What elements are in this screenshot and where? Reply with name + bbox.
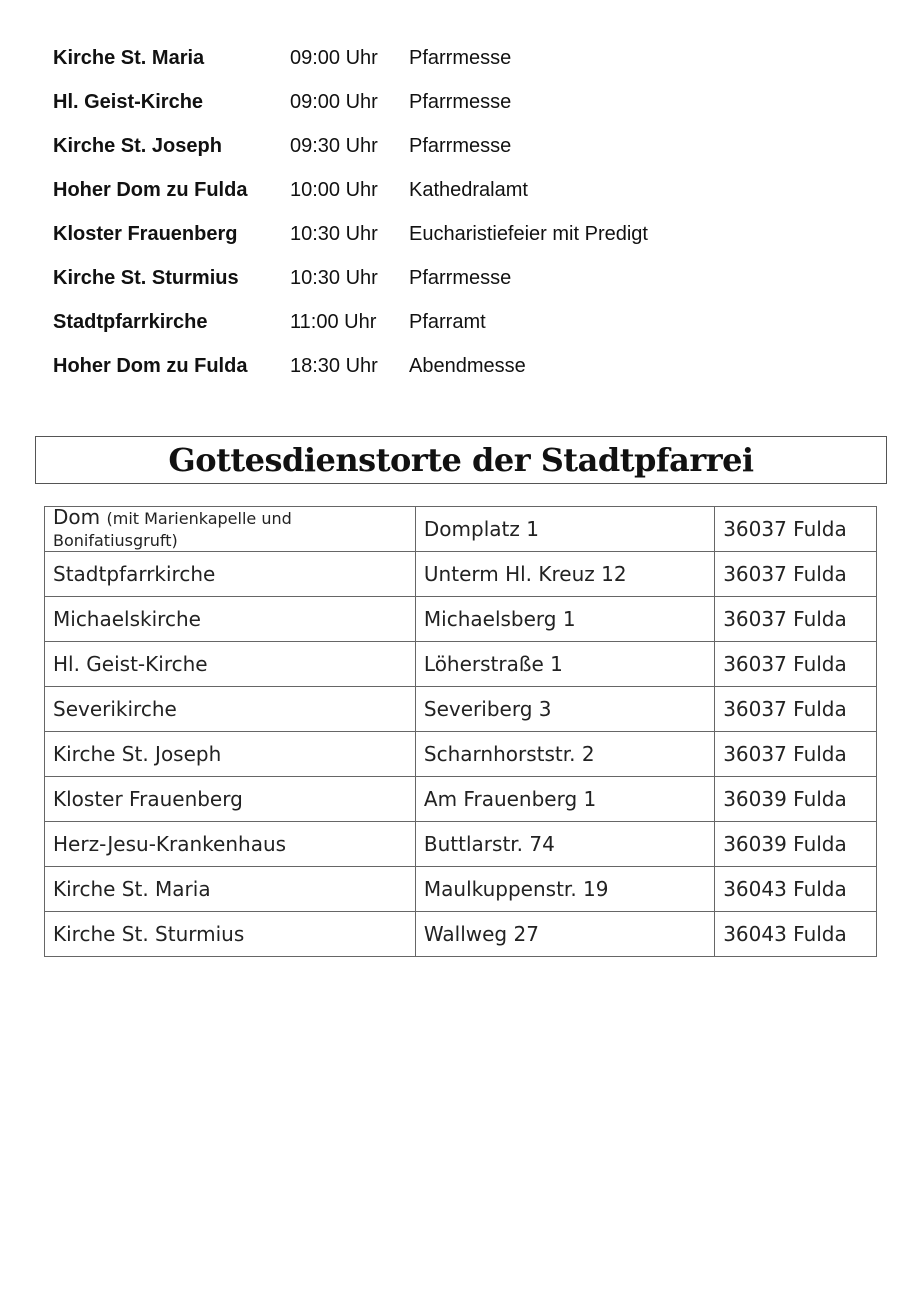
place-city: 36039 Fulda [715, 822, 877, 867]
place-city: 36037 Fulda [715, 687, 877, 732]
table-row [45, 732, 877, 777]
table-row [45, 822, 877, 867]
table-row [45, 507, 877, 552]
schedule-time: 09:00 Uhr [290, 90, 378, 113]
place-address: Severiberg 3 [415, 687, 714, 732]
schedule-church: Kirche St. Joseph [53, 134, 222, 157]
schedule-time: 10:30 Uhr [290, 266, 378, 289]
mass-schedule [53, 36, 813, 388]
table-row [45, 867, 877, 912]
schedule-time: 11:00 Uhr [290, 310, 377, 333]
schedule-church: Stadtpfarrkirche [53, 310, 208, 333]
table-row [45, 597, 877, 642]
schedule-service: Pfarrmesse [409, 46, 512, 69]
schedule-row [53, 256, 813, 300]
place-name-cell [45, 507, 416, 552]
place-name: Michaelskirche [45, 597, 416, 642]
place-address: Unterm Hl. Kreuz 12 [415, 552, 714, 597]
table-row [45, 642, 877, 687]
schedule-church: Hoher Dom zu Fulda [53, 178, 248, 201]
schedule-church: Kloster Frauenberg [53, 222, 238, 245]
place-city: 36037 Fulda [715, 642, 877, 687]
place-address: Michaelsberg 1 [415, 597, 714, 642]
schedule-service: Abendmesse [409, 354, 526, 377]
place-name: Hl. Geist-Kirche [45, 642, 416, 687]
place-name: Kirche St. Joseph [45, 732, 416, 777]
place-address: Domplatz 1 [415, 507, 714, 552]
place-address: Löherstraße 1 [415, 642, 714, 687]
schedule-service: Pfarrmesse [409, 90, 512, 113]
schedule-church: Kirche St. Maria [53, 46, 205, 69]
place-name: Kloster Frauenberg [45, 777, 416, 822]
place-name: Stadtpfarrkirche [45, 552, 416, 597]
schedule-row [53, 344, 813, 388]
schedule-row [53, 300, 813, 344]
schedule-row [53, 124, 813, 168]
places-title: Gottesdienstorte der Stadtpfarrei [35, 436, 887, 484]
schedule-row [53, 212, 813, 256]
schedule-church: Kirche St. Sturmius [53, 266, 239, 289]
place-name: Dom [53, 505, 101, 529]
place-address: Buttlarstr. 74 [415, 822, 714, 867]
schedule-time: 09:00 Uhr [290, 46, 378, 69]
place-name: Kirche St. Sturmius [45, 912, 416, 957]
schedule-time: 09:30 Uhr [290, 134, 378, 157]
place-city: 36039 Fulda [715, 777, 877, 822]
places-table [44, 506, 877, 957]
schedule-service: Pfarrmesse [409, 134, 512, 157]
schedule-service: Eucharistiefeier mit Predigt [409, 222, 648, 245]
place-city: 36037 Fulda [715, 732, 877, 777]
place-city: 36037 Fulda [715, 597, 877, 642]
place-note: (mit Marienkapelle und Bonifatiusgruft) [53, 509, 292, 550]
schedule-service: Pfarrmesse [409, 266, 512, 289]
schedule-church: Hl. Geist-Kirche [53, 90, 204, 113]
schedule-row [53, 36, 813, 80]
schedule-service: Kathedralamt [409, 178, 528, 201]
table-row [45, 552, 877, 597]
place-city: 36037 Fulda [715, 552, 877, 597]
place-name: Severikirche [45, 687, 416, 732]
place-address: Maulkuppenstr. 19 [415, 867, 714, 912]
place-address: Scharnhorststr. 2 [415, 732, 714, 777]
place-city: 36043 Fulda [715, 912, 877, 957]
schedule-time: 10:00 Uhr [290, 178, 378, 201]
table-row [45, 912, 877, 957]
schedule-time: 18:30 Uhr [290, 354, 378, 377]
place-name: Kirche St. Maria [45, 867, 416, 912]
table-row [45, 777, 877, 822]
schedule-service: Pfarramt [409, 310, 486, 333]
schedule-time: 10:30 Uhr [290, 222, 378, 245]
place-address: Am Frauenberg 1 [415, 777, 714, 822]
table-row [45, 687, 877, 732]
place-address: Wallweg 27 [415, 912, 714, 957]
schedule-row [53, 80, 813, 124]
schedule-row [53, 168, 813, 212]
schedule-church: Hoher Dom zu Fulda [53, 354, 248, 377]
place-city: 36037 Fulda [715, 507, 877, 552]
place-name: Herz-Jesu-Krankenhaus [45, 822, 416, 867]
place-city: 36043 Fulda [715, 867, 877, 912]
